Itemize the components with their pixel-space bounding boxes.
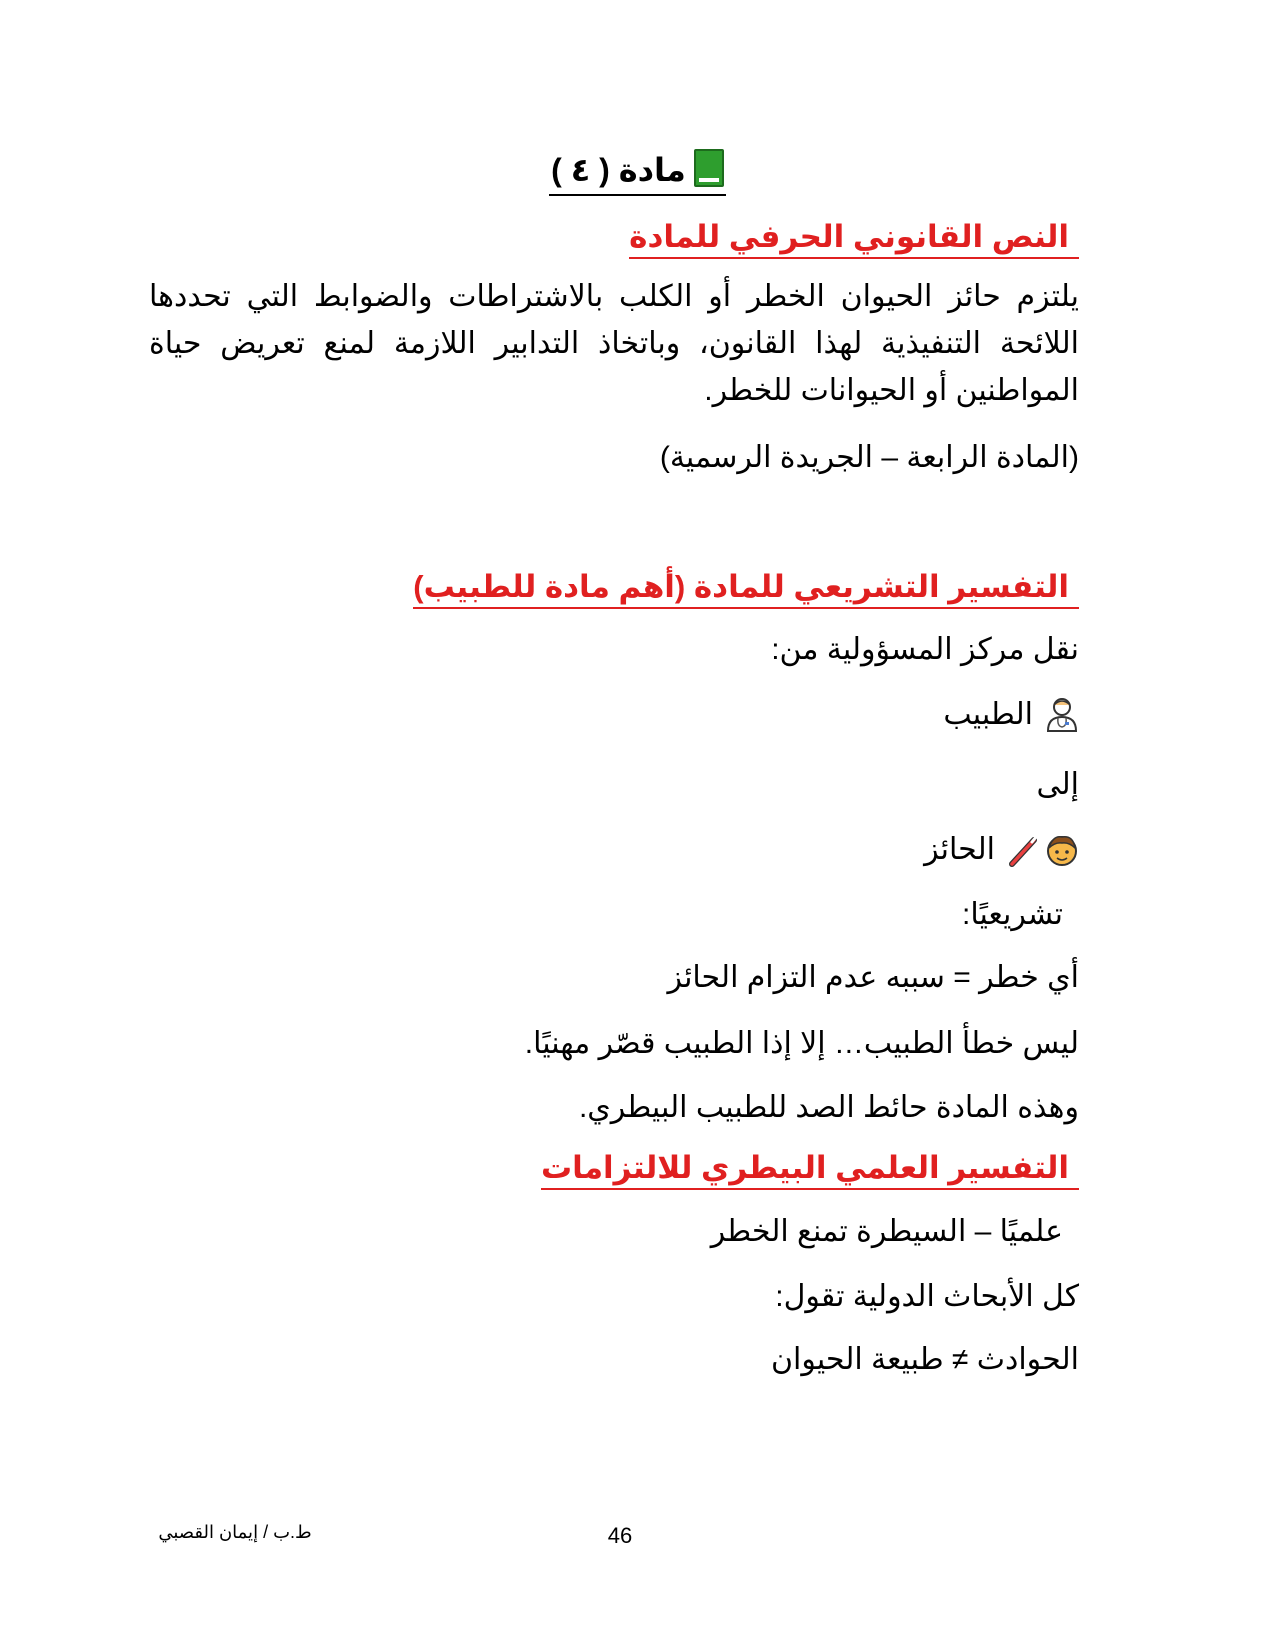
legislatively-line: تشريعيًا: — [961, 898, 1063, 931]
shield-line: وهذه المادة حائط الصد للطبيب البيطري. — [578, 1091, 1079, 1124]
doctor-icon — [1045, 696, 1079, 743]
holder-label: الحائز — [924, 833, 995, 866]
legislative-heading: التفسير التشريعي للمادة (أهم مادة للطبيب) — [413, 567, 1079, 609]
doctor-label: الطبيب — [943, 698, 1033, 731]
transfer-line: نقل مركز المسؤولية من: — [771, 633, 1079, 666]
source-citation: (المادة الرابعة – الجريدة الرسمية) — [659, 441, 1079, 474]
legal-text-paragraph: يلتزم حائز الحيوان الخطر أو الكلب بالاشتراطات والضوابط التي تحددها اللائحة التنفيذية لهذا القانون، وباتخاذ التدابير اللازمة لمنع تعريض حياة المواطنين أو الحيوانات للخطر. — [149, 280, 1079, 407]
article-title-text: مادة ( ٤ ) — [551, 152, 686, 188]
article-title — [0, 148, 1275, 196]
article-title-underlined — [549, 148, 726, 196]
research-line: كل الأبحاث الدولية تقول: — [775, 1280, 1079, 1313]
boy-face-icon — [1045, 833, 1079, 878]
to-line: إلى — [1036, 768, 1079, 801]
scientific-heading: التفسير العلمي البيطري للالتزامات — [541, 1148, 1079, 1190]
scientific-line: علميًا – السيطرة تمنع الخطر — [710, 1215, 1063, 1248]
legal-text-heading: النص القانوني الحرفي للمادة — [629, 217, 1079, 259]
page-number: 46 — [607, 1523, 633, 1548]
any-danger-line: أي خطر = سببه عدم التزام الحائز — [667, 961, 1079, 994]
not-doctor-fault-line: ليس خطأ الطبيب… إلا إذا الطبيب قصّر مهنيًا. — [524, 1027, 1079, 1060]
stick-icon — [1007, 833, 1041, 878]
holder-line — [924, 830, 1079, 878]
accidents-line: الحوادث ≠ طبيعة الحيوان — [770, 1343, 1079, 1376]
doctor-line — [943, 695, 1079, 743]
green-book-icon — [694, 149, 724, 187]
footer-author: ط.ب / إيمان القصبي — [158, 1522, 312, 1542]
